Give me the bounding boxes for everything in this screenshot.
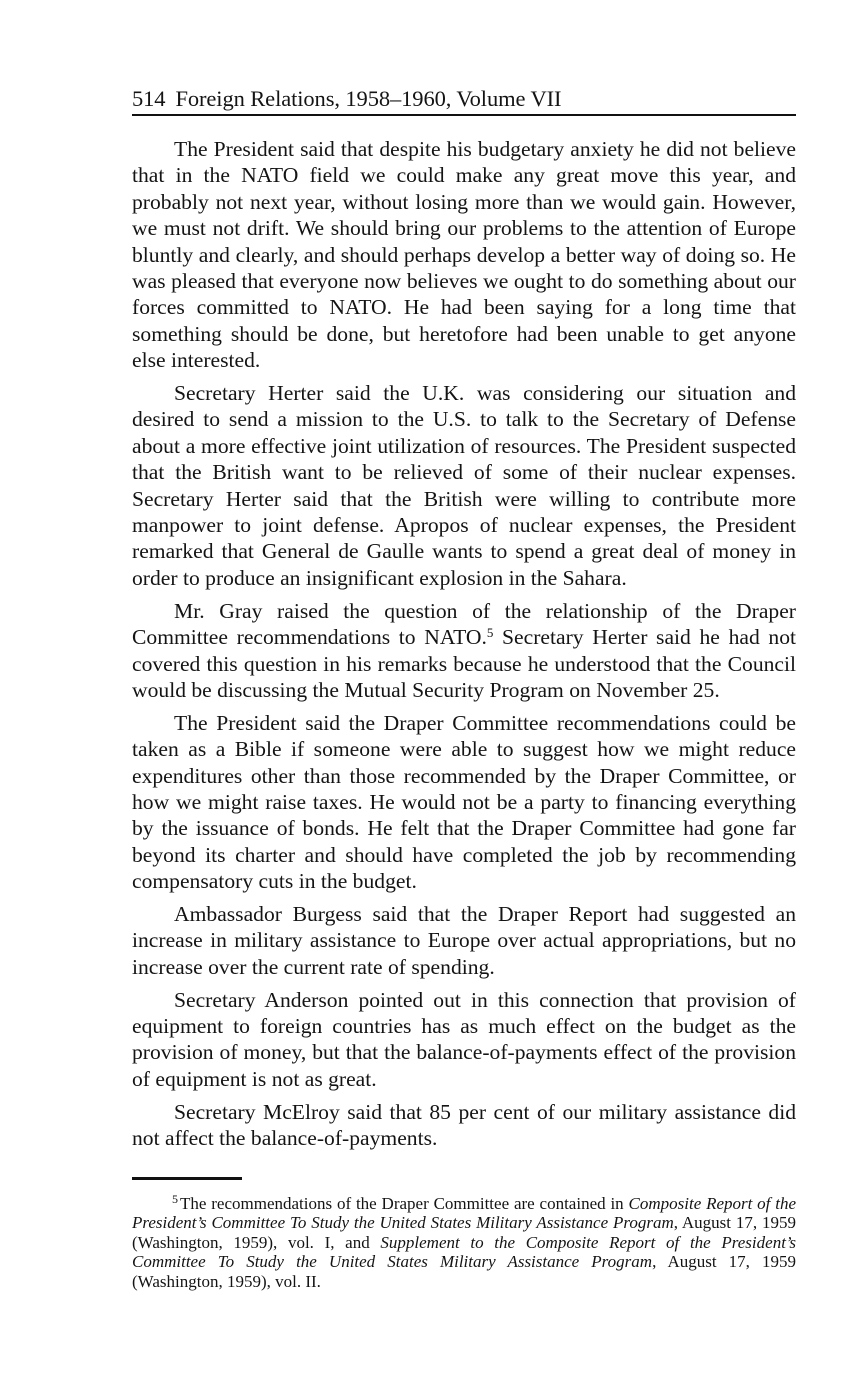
footnote-title-supplement: Supplement to the Composite Report of the President’s Committee To Study the United States Military Assistance Program <box>132 1232 796 1272</box>
body-text <box>132 136 796 1151</box>
paragraph-president-bible: The President said the Draper Committee recommendations could be taken as a Bible if someone were able to suggest how we might reduce expenditures other than those recommended by the Draper Committee, or how we might raise taxes. He would not be a party to financing everything by the issuance of bonds. He felt that the Draper Committee had gone far beyond its charter and should have completed the job by recommending compensatory cuts in the budget. <box>132 710 796 894</box>
paragraph-gray-draper <box>132 598 796 704</box>
paragraph-anderson: Secretary Anderson pointed out in this connection that provision of equipment to foreign countries has as much effect on the budget as the provision of money, but that the balance-of-payments effect of the provision of equipment is not as great. <box>132 987 796 1091</box>
footnote-reference[interactable]: 5 <box>486 625 494 641</box>
footnote-5 <box>132 1194 796 1291</box>
volume-title: Foreign Relations, 1958–1960, Volume VII <box>175 86 562 111</box>
footnote-divider <box>132 1177 242 1180</box>
footnote-text-1: The recommendations of the Draper Committee are contained in <box>180 1194 629 1213</box>
paragraph-mcelroy: Secretary McElroy said that 85 per cent of our military assistance did not affect the balance-of-payments. <box>132 1099 796 1150</box>
running-head <box>132 84 796 116</box>
footnote-text-2: , August 17, 1959 (Washington, 1959), vol. I, and <box>132 1213 796 1252</box>
paragraph-text-after-ref: Secretary Herter said he had not covered this question in his remarks because he understood that the Council would be discussing the Mutual Security Program on November 25. <box>132 625 797 702</box>
paragraph-burgess: Ambassador Burgess said that the Draper Report had suggested an increase in military assistance to Europe over actual appropriations, but no increase over the current rate of spending. <box>132 901 796 979</box>
document-page <box>132 84 796 1158</box>
footnote-text-3: , August 17, 1959 (Washington, 1959), vol. II. <box>132 1252 796 1291</box>
paragraph-herter-uk: Secretary Herter said the U.K. was considering our situation and desired to send a mission to the U.S. to talk to the Secretary of Defense about a more effective joint utilization of resources. The President suspected that the British want to be relieved of some of their nuclear expenses. Secretary Herter said that the British were willing to contribute more manpower to joint defense. Apropos of nuclear expenses, the President remarked that General de Gaulle wants to spend a great deal of money in order to produce an insignificant explosion in the Sahara. <box>132 381 796 590</box>
footnote-title-composite-report: Composite Report of the President’s Committee To Study the United States Military Assistance Program <box>132 1194 796 1233</box>
footnote-number: 5 <box>172 1192 178 1206</box>
page-number: 514 <box>132 86 166 111</box>
paragraph-text-before-ref: Mr. Gray raised the question of the relationship of the Draper Committee recommendations to NATO. <box>132 598 796 650</box>
paragraph-president-nato: The President said that despite his budgetary anxiety he did not believe that in the NATO field we could make any great move this year, and probably not next year, without losing more than we would gain. However, we must not drift. We should bring our problems to the attention of Europe bluntly and clearly, and should perhaps develop a better way of doing so. He was pleased that everyone now believes we ought to do something about our forces committed to NATO. He had been saying for a long time that something should be done, but heretofore had been unable to get anyone else interested. <box>132 137 796 373</box>
